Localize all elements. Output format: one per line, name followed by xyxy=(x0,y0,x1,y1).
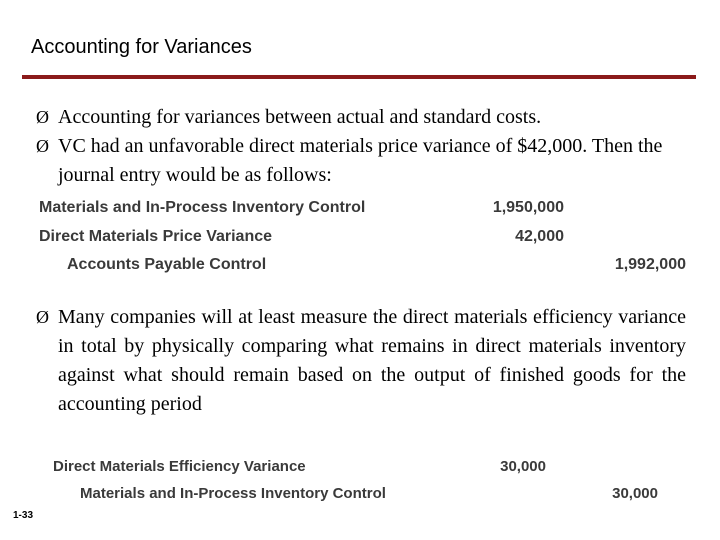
journal-1-debit: 1,950,000 xyxy=(492,199,564,216)
arrow-bullet-icon: Ø xyxy=(36,307,49,327)
journal-2-debit: 30,000 xyxy=(500,458,546,475)
bullet-item xyxy=(36,103,686,132)
bullet-list-bottom xyxy=(36,303,686,419)
arrow-bullet-icon: Ø xyxy=(36,107,49,127)
journal-1-account: Accounts Payable Control xyxy=(67,256,267,273)
journal-1-debit: 42,000 xyxy=(515,228,564,245)
page-title: Accounting for Variances xyxy=(31,36,252,58)
bullet-text: VC had an unfavorable direct materials price variance of $42,000. Then the journal entry would be as follows: xyxy=(58,135,663,186)
journal-2-credit: 30,000 xyxy=(612,485,658,502)
bullet-text: Many companies will at least measure the direct materials efficiency variance in total by physically comparing what remains in direct materials inventory against what should remain based on the output of finished goods for the accounting period xyxy=(58,306,686,415)
journal-2-account: Direct Materials Efficiency Variance xyxy=(53,458,306,475)
journal-1-account: Materials and In-Process Inventory Control xyxy=(39,199,366,216)
bullet-item xyxy=(36,303,686,419)
arrow-bullet-icon: Ø xyxy=(36,136,49,156)
title-divider xyxy=(22,75,696,79)
bullet-item xyxy=(36,132,686,190)
journal-1-account: Direct Materials Price Variance xyxy=(39,228,273,245)
journal-2-account: Materials and In-Process Inventory Control xyxy=(80,485,386,502)
bullet-text: Accounting for variances between actual and standard costs. xyxy=(58,106,542,128)
slide-number: 1-33 xyxy=(13,510,34,521)
journal-1-credit: 1,992,000 xyxy=(614,256,686,273)
bullet-list-top xyxy=(36,103,686,190)
